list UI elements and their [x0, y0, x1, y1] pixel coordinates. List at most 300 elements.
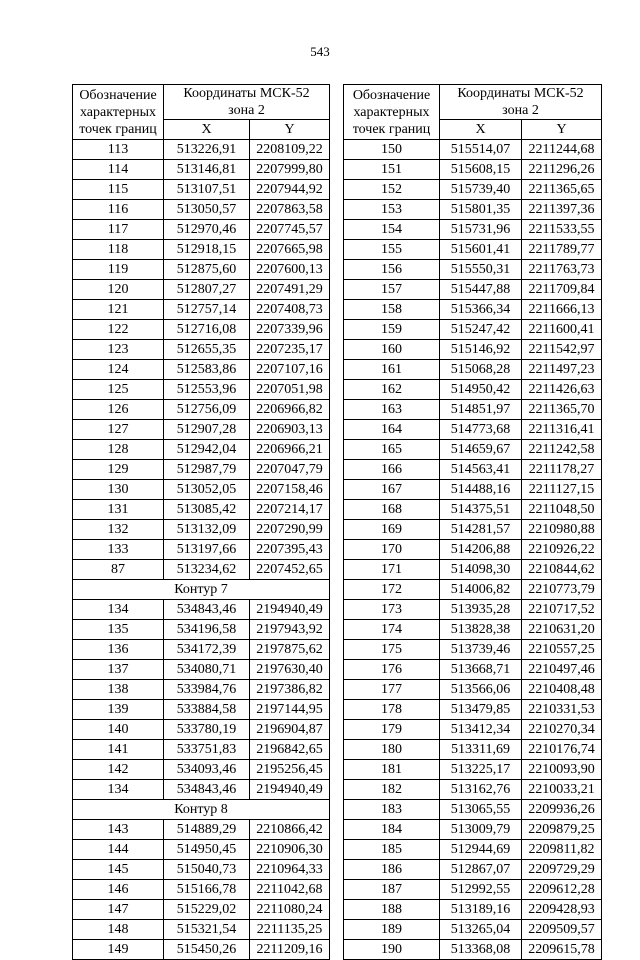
y-coordinate-cell: 2207863,58: [250, 200, 330, 220]
point-number-cell: 148: [73, 920, 164, 940]
y-coordinate-cell: 2211600,41: [522, 320, 602, 340]
table-row: [73, 320, 330, 340]
page-number: 543: [310, 44, 330, 59]
point-number-cell: 169: [344, 520, 440, 540]
point-number-cell: 160: [344, 340, 440, 360]
table-row: [344, 500, 602, 520]
y-coordinate-cell: 2209729,29: [522, 860, 602, 880]
point-number-cell: 119: [73, 260, 164, 280]
point-number-cell: 156: [344, 260, 440, 280]
point-designation-header: [73, 85, 164, 140]
y-coordinate-cell: 2207452,65: [250, 560, 330, 580]
y-coordinate-cell: 2210980,88: [522, 520, 602, 540]
point-number-cell: 127: [73, 420, 164, 440]
table-row: [73, 480, 330, 500]
point-number-cell: 163: [344, 400, 440, 420]
table-row: [73, 900, 330, 920]
y-coordinate-cell: 2210866,42: [250, 820, 330, 840]
y-coordinate-cell: 2207290,99: [250, 520, 330, 540]
y-coordinate-cell: 2210631,20: [522, 620, 602, 640]
y-coordinate-cell: 2211316,41: [522, 420, 602, 440]
y-coordinate-cell: 2210773,79: [522, 580, 602, 600]
table-row: [344, 820, 602, 840]
x-coordinate-cell: 512655,35: [164, 340, 250, 360]
point-number-cell: 185: [344, 840, 440, 860]
table-row: [73, 240, 330, 260]
x-coordinate-cell: 533984,76: [164, 680, 250, 700]
table-row: [73, 860, 330, 880]
table-row: [73, 440, 330, 460]
table-row: [344, 660, 602, 680]
point-number-cell: 125: [73, 380, 164, 400]
y-coordinate-cell: 2211209,16: [250, 940, 330, 960]
y-coordinate-cell: 2197875,62: [250, 640, 330, 660]
point-number-cell: 117: [73, 220, 164, 240]
x-coordinate-cell: 512867,07: [440, 860, 522, 880]
x-coordinate-cell: 515801,35: [440, 200, 522, 220]
y-column-header: Y: [250, 120, 330, 140]
x-coordinate-cell: 513828,38: [440, 620, 522, 640]
y-coordinate-cell: 2211542,97: [522, 340, 602, 360]
x-coordinate-cell: 512757,14: [164, 300, 250, 320]
table-row: [73, 460, 330, 480]
point-number-cell: 178: [344, 700, 440, 720]
point-number-cell: 168: [344, 500, 440, 520]
table-row: [73, 140, 330, 160]
point-number-cell: 124: [73, 360, 164, 380]
header-line: точек границ: [79, 122, 157, 137]
y-coordinate-cell: 2197144,95: [250, 700, 330, 720]
coordinates-table-left: [72, 84, 330, 960]
coordinates-table-right: [343, 84, 602, 960]
header-line: характерных: [353, 105, 430, 120]
table-row: [344, 860, 602, 880]
table-row: [344, 200, 602, 220]
table-body: [344, 140, 602, 960]
x-coordinate-cell: 515739,40: [440, 180, 522, 200]
x-coordinate-cell: 515247,42: [440, 320, 522, 340]
point-number-cell: 165: [344, 440, 440, 460]
point-number-cell: 153: [344, 200, 440, 220]
y-coordinate-cell: 2211666,13: [522, 300, 602, 320]
point-number-cell: 146: [73, 880, 164, 900]
y-coordinate-cell: 2195256,45: [250, 760, 330, 780]
point-number-cell: 134: [73, 600, 164, 620]
x-coordinate-cell: 513146,81: [164, 160, 250, 180]
table-row: [344, 300, 602, 320]
x-coordinate-cell: 514950,42: [440, 380, 522, 400]
table-row: [344, 480, 602, 500]
y-coordinate-cell: 2211135,25: [250, 920, 330, 940]
table-row: [73, 300, 330, 320]
table-row: [73, 780, 330, 800]
x-coordinate-cell: 512907,28: [164, 420, 250, 440]
point-number-cell: 157: [344, 280, 440, 300]
table-row: [73, 360, 330, 380]
x-coordinate-cell: 512553,96: [164, 380, 250, 400]
table-header-row: [344, 85, 602, 120]
point-number-cell: 188: [344, 900, 440, 920]
x-coordinate-cell: 513050,57: [164, 200, 250, 220]
point-number-cell: 164: [344, 420, 440, 440]
point-number-cell: 172: [344, 580, 440, 600]
x-coordinate-cell: 515166,78: [164, 880, 250, 900]
table-header-row: [73, 85, 330, 120]
table-row: [73, 200, 330, 220]
point-number-cell: 176: [344, 660, 440, 680]
x-coordinate-cell: 512756,09: [164, 400, 250, 420]
table-row: [73, 280, 330, 300]
contour-label: Контур 8: [73, 800, 330, 820]
y-coordinate-cell: 2209811,82: [522, 840, 602, 860]
table-row: [73, 760, 330, 780]
y-coordinate-cell: 2209428,93: [522, 900, 602, 920]
header-line: точек границ: [352, 122, 431, 137]
table-row: [344, 920, 602, 940]
y-coordinate-cell: 2210331,53: [522, 700, 602, 720]
x-coordinate-cell: 513668,71: [440, 660, 522, 680]
point-number-cell: 141: [73, 740, 164, 760]
table-row: [344, 340, 602, 360]
point-number-cell: 151: [344, 160, 440, 180]
point-number-cell: 177: [344, 680, 440, 700]
y-coordinate-cell: 2207600,13: [250, 260, 330, 280]
point-number-cell: 123: [73, 340, 164, 360]
header-line: Обозначение: [79, 88, 157, 103]
point-number-cell: 189: [344, 920, 440, 940]
x-coordinate-cell: 513234,62: [164, 560, 250, 580]
x-coordinate-cell: 513225,17: [440, 760, 522, 780]
y-coordinate-cell: 2211789,77: [522, 240, 602, 260]
y-coordinate-cell: 2211426,63: [522, 380, 602, 400]
table-row: [344, 880, 602, 900]
x-coordinate-cell: 513412,34: [440, 720, 522, 740]
table-row: [73, 820, 330, 840]
x-coordinate-cell: 514098,30: [440, 560, 522, 580]
y-coordinate-cell: 2207158,46: [250, 480, 330, 500]
table-row: [344, 840, 602, 860]
point-number-cell: 87: [73, 560, 164, 580]
y-column-header: Y: [522, 120, 602, 140]
header-line: зона 2: [502, 103, 539, 118]
table-row: [73, 660, 330, 680]
x-coordinate-cell: 513162,76: [440, 780, 522, 800]
x-coordinate-cell: 513009,79: [440, 820, 522, 840]
y-coordinate-cell: 2206903,13: [250, 420, 330, 440]
table-row: [344, 420, 602, 440]
y-coordinate-cell: 2210906,30: [250, 840, 330, 860]
y-coordinate-cell: 2209936,26: [522, 800, 602, 820]
point-number-cell: 145: [73, 860, 164, 880]
x-coordinate-cell: 513226,91: [164, 140, 250, 160]
point-number-cell: 122: [73, 320, 164, 340]
x-coordinate-cell: 515450,26: [164, 940, 250, 960]
x-coordinate-cell: 514950,45: [164, 840, 250, 860]
y-coordinate-cell: 2210717,52: [522, 600, 602, 620]
y-coordinate-cell: 2211048,50: [522, 500, 602, 520]
contour-label: Контур 7: [73, 580, 330, 600]
x-coordinate-cell: 512875,60: [164, 260, 250, 280]
point-number-cell: 183: [344, 800, 440, 820]
point-number-cell: 170: [344, 540, 440, 560]
point-number-cell: 113: [73, 140, 164, 160]
point-number-cell: 120: [73, 280, 164, 300]
table-row: [344, 140, 602, 160]
table-row: [73, 180, 330, 200]
x-coordinate-cell: 534843,46: [164, 600, 250, 620]
table-row: [73, 720, 330, 740]
point-number-cell: 121: [73, 300, 164, 320]
table-row: [73, 520, 330, 540]
point-number-cell: 147: [73, 900, 164, 920]
y-coordinate-cell: 2211296,26: [522, 160, 602, 180]
table-row: [344, 460, 602, 480]
table-row: [344, 740, 602, 760]
x-coordinate-cell: 533780,19: [164, 720, 250, 740]
y-coordinate-cell: 2209612,28: [522, 880, 602, 900]
table-row: [344, 360, 602, 380]
x-coordinate-cell: 515321,54: [164, 920, 250, 940]
x-coordinate-cell: 514851,97: [440, 400, 522, 420]
table-row: [73, 420, 330, 440]
y-coordinate-cell: 2210033,21: [522, 780, 602, 800]
y-coordinate-cell: 2211244,68: [522, 140, 602, 160]
x-coordinate-cell: 513265,04: [440, 920, 522, 940]
table-row: [73, 260, 330, 280]
table-row: [344, 220, 602, 240]
table-row: [344, 540, 602, 560]
header-line: Координаты МСК-52: [457, 86, 584, 101]
x-coordinate-cell: 514375,51: [440, 500, 522, 520]
table-row: [344, 440, 602, 460]
y-coordinate-cell: 2209879,25: [522, 820, 602, 840]
point-number-cell: 180: [344, 740, 440, 760]
x-coordinate-cell: 512716,08: [164, 320, 250, 340]
x-coordinate-cell: 515608,15: [440, 160, 522, 180]
point-number-cell: 158: [344, 300, 440, 320]
point-number-cell: 175: [344, 640, 440, 660]
x-coordinate-cell: 515550,31: [440, 260, 522, 280]
table-row: [344, 940, 602, 960]
point-number-cell: 131: [73, 500, 164, 520]
x-coordinate-cell: 512918,15: [164, 240, 250, 260]
y-coordinate-cell: 2207395,43: [250, 540, 330, 560]
table-row: [344, 580, 602, 600]
x-coordinate-cell: 514006,82: [440, 580, 522, 600]
point-number-cell: 184: [344, 820, 440, 840]
x-coordinate-cell: 534172,39: [164, 640, 250, 660]
y-coordinate-cell: 2211365,70: [522, 400, 602, 420]
x-coordinate-cell: 534080,71: [164, 660, 250, 680]
x-coordinate-cell: 533884,58: [164, 700, 250, 720]
x-coordinate-cell: 513566,06: [440, 680, 522, 700]
x-coordinate-cell: 514773,68: [440, 420, 522, 440]
x-coordinate-cell: 534843,46: [164, 780, 250, 800]
table-row: [73, 500, 330, 520]
point-number-cell: 182: [344, 780, 440, 800]
table-row: [73, 400, 330, 420]
point-number-cell: 159: [344, 320, 440, 340]
point-number-cell: 150: [344, 140, 440, 160]
x-coordinate-cell: 515366,34: [440, 300, 522, 320]
point-number-cell: 190: [344, 940, 440, 960]
x-coordinate-cell: 512807,27: [164, 280, 250, 300]
x-coordinate-cell: 513739,46: [440, 640, 522, 660]
table-row: [344, 560, 602, 580]
contour-section-row: [73, 800, 330, 820]
x-coordinate-cell: 513479,85: [440, 700, 522, 720]
y-coordinate-cell: 2194940,49: [250, 780, 330, 800]
point-number-cell: 135: [73, 620, 164, 640]
point-number-cell: 116: [73, 200, 164, 220]
point-number-cell: 138: [73, 680, 164, 700]
x-coordinate-cell: 513189,16: [440, 900, 522, 920]
y-coordinate-cell: 2194940,49: [250, 600, 330, 620]
x-coordinate-cell: 515068,28: [440, 360, 522, 380]
x-coordinate-cell: 534093,46: [164, 760, 250, 780]
point-number-cell: 114: [73, 160, 164, 180]
table-body: [73, 140, 330, 960]
x-coordinate-cell: 514281,57: [440, 520, 522, 540]
y-coordinate-cell: 2196842,65: [250, 740, 330, 760]
x-coordinate-cell: 533751,83: [164, 740, 250, 760]
table-row: [344, 320, 602, 340]
x-coordinate-cell: 515601,41: [440, 240, 522, 260]
y-coordinate-cell: 2197386,82: [250, 680, 330, 700]
point-number-cell: 142: [73, 760, 164, 780]
point-number-cell: 139: [73, 700, 164, 720]
point-number-cell: 166: [344, 460, 440, 480]
x-coordinate-cell: 512970,46: [164, 220, 250, 240]
table-row: [344, 180, 602, 200]
table-row: [344, 400, 602, 420]
x-coordinate-cell: 514659,67: [440, 440, 522, 460]
y-coordinate-cell: 2210844,62: [522, 560, 602, 580]
table-row: [73, 600, 330, 620]
y-coordinate-cell: 2209615,78: [522, 940, 602, 960]
point-number-cell: 181: [344, 760, 440, 780]
point-number-cell: 115: [73, 180, 164, 200]
table-row: [73, 340, 330, 360]
x-column-header: X: [164, 120, 250, 140]
table-row: [73, 160, 330, 180]
point-number-cell: 155: [344, 240, 440, 260]
y-coordinate-cell: 2211242,58: [522, 440, 602, 460]
table-row: [344, 780, 602, 800]
y-coordinate-cell: 2211127,15: [522, 480, 602, 500]
y-coordinate-cell: 2210093,90: [522, 760, 602, 780]
y-coordinate-cell: 2206966,21: [250, 440, 330, 460]
table-row: [73, 380, 330, 400]
x-coordinate-cell: 512987,79: [164, 460, 250, 480]
point-number-cell: 144: [73, 840, 164, 860]
y-coordinate-cell: 2208109,22: [250, 140, 330, 160]
y-coordinate-cell: 2207408,73: [250, 300, 330, 320]
point-number-cell: 133: [73, 540, 164, 560]
point-number-cell: 137: [73, 660, 164, 680]
point-number-cell: 162: [344, 380, 440, 400]
point-number-cell: 186: [344, 860, 440, 880]
y-coordinate-cell: 2207107,16: [250, 360, 330, 380]
table-row: [344, 800, 602, 820]
y-coordinate-cell: 2210926,22: [522, 540, 602, 560]
x-coordinate-cell: 513311,69: [440, 740, 522, 760]
x-coordinate-cell: 514563,41: [440, 460, 522, 480]
y-coordinate-cell: 2207665,98: [250, 240, 330, 260]
point-number-cell: 154: [344, 220, 440, 240]
x-coordinate-cell: 513368,08: [440, 940, 522, 960]
y-coordinate-cell: 2210964,33: [250, 860, 330, 880]
table-row: [344, 620, 602, 640]
y-coordinate-cell: 2210270,34: [522, 720, 602, 740]
x-coordinate-cell: 515514,07: [440, 140, 522, 160]
table-row: [73, 540, 330, 560]
y-coordinate-cell: 2210176,74: [522, 740, 602, 760]
point-number-cell: 132: [73, 520, 164, 540]
point-number-cell: 134: [73, 780, 164, 800]
x-coordinate-cell: 513132,09: [164, 520, 250, 540]
table-row: [344, 640, 602, 660]
point-number-cell: 126: [73, 400, 164, 420]
table-row: [344, 260, 602, 280]
point-number-cell: 136: [73, 640, 164, 660]
table-row: [344, 380, 602, 400]
y-coordinate-cell: 2207051,98: [250, 380, 330, 400]
y-coordinate-cell: 2197943,92: [250, 620, 330, 640]
y-coordinate-cell: 2207944,92: [250, 180, 330, 200]
table-row: [73, 940, 330, 960]
y-coordinate-cell: 2206966,82: [250, 400, 330, 420]
y-coordinate-cell: 2207745,57: [250, 220, 330, 240]
point-number-cell: 143: [73, 820, 164, 840]
x-coordinate-cell: 515146,92: [440, 340, 522, 360]
x-coordinate-cell: 515731,96: [440, 220, 522, 240]
point-number-cell: 167: [344, 480, 440, 500]
y-coordinate-cell: 2211080,24: [250, 900, 330, 920]
table-row: [73, 880, 330, 900]
point-number-cell: 174: [344, 620, 440, 640]
table-row: [344, 680, 602, 700]
x-coordinate-cell: 513065,55: [440, 800, 522, 820]
x-coordinate-cell: 513107,51: [164, 180, 250, 200]
coordinates-header: [440, 85, 602, 120]
y-coordinate-cell: 2211497,23: [522, 360, 602, 380]
table-row: [73, 560, 330, 580]
x-coordinate-cell: 513197,66: [164, 540, 250, 560]
table-row: [344, 240, 602, 260]
x-coordinate-cell: 515229,02: [164, 900, 250, 920]
x-coordinate-cell: 512942,04: [164, 440, 250, 460]
point-number-cell: 187: [344, 880, 440, 900]
x-coordinate-cell: 534196,58: [164, 620, 250, 640]
header-line: характерных: [79, 105, 157, 120]
table-row: [344, 520, 602, 540]
table-row: [344, 900, 602, 920]
point-number-cell: 149: [73, 940, 164, 960]
point-number-cell: 128: [73, 440, 164, 460]
x-coordinate-cell: 512583,86: [164, 360, 250, 380]
x-column-header: X: [440, 120, 522, 140]
y-coordinate-cell: 2207999,80: [250, 160, 330, 180]
table-row: [73, 220, 330, 240]
y-coordinate-cell: 2207047,79: [250, 460, 330, 480]
table-row: [73, 680, 330, 700]
coordinates-header: [164, 85, 330, 120]
table-row: [344, 700, 602, 720]
x-coordinate-cell: 515447,88: [440, 280, 522, 300]
header-line: зона 2: [228, 103, 265, 118]
y-coordinate-cell: 2211709,84: [522, 280, 602, 300]
